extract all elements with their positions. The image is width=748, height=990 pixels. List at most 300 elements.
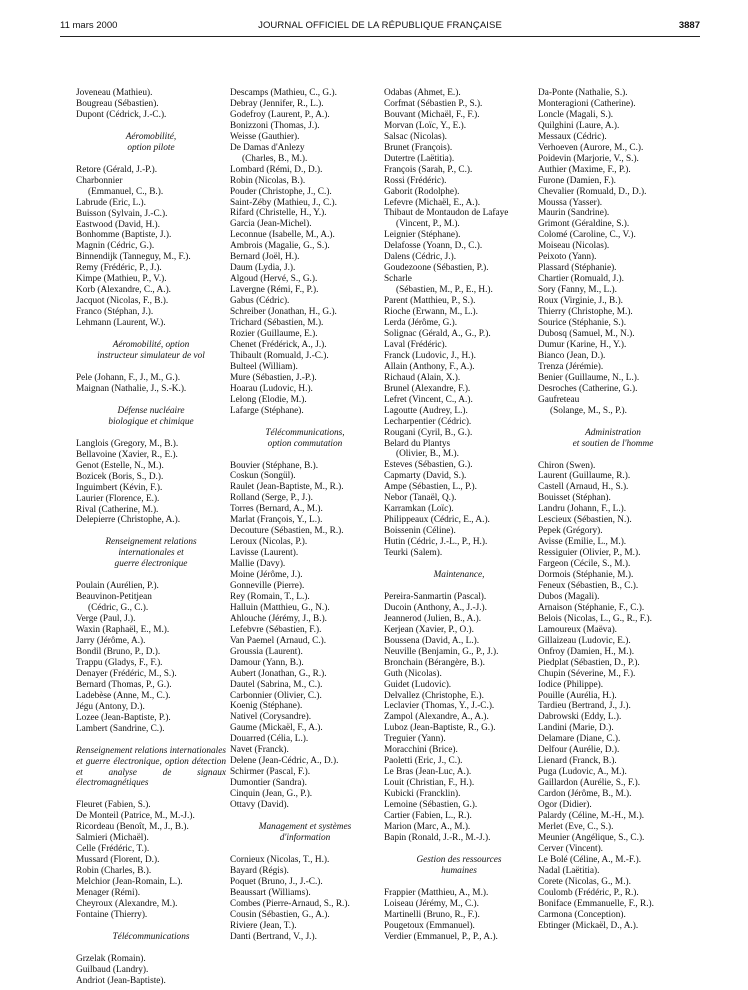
name-entry: Lecharpentier (Cédric). <box>384 416 472 427</box>
name-entry: Dutertre (Laëtitia). <box>384 153 455 164</box>
name-entry: Dubosq (Samuel, M., N.). <box>538 328 635 339</box>
section-heading: Télécommunications, <box>265 427 345 438</box>
name-entry: Paoletti (Eric, J., C.). <box>384 756 463 767</box>
name-entry: Laurier (Florence, E.). <box>76 493 160 504</box>
section-gap <box>76 395 226 406</box>
name-entry: Puga (Ludovic, A., M.). <box>538 767 627 778</box>
name-entry: Karramkan (Loïc). <box>384 504 454 515</box>
name-entry: Dumontier (Sandra). <box>230 778 307 789</box>
name-entry: Boussena (David, A., L.). <box>384 635 480 646</box>
name-entry-continuation: (Charles, B., M.). <box>242 153 308 164</box>
section-heading: internationales et <box>118 548 184 559</box>
name-entry: Poquet (Bruno, J., J.-C.). <box>230 876 323 887</box>
section-heading: Maintenance, <box>433 569 485 580</box>
section-gap <box>384 877 534 888</box>
name-entry: Guidet (Ludovic). <box>384 679 452 690</box>
name-entry: Jeannerod (Julien, B., A.). <box>384 613 482 624</box>
name-entry: Schreiber (Jonathan, H., G.). <box>230 307 337 318</box>
name-entry: Leclavier (Thomas, Y., J.-C.). <box>384 701 495 712</box>
name-entry: Decouture (Sébastien, M., R.). <box>230 526 344 537</box>
name-entry: Maignan (Nathalie, J., S.-K.). <box>76 383 187 394</box>
name-entry: Brunel (Alexandre, F.). <box>384 383 471 394</box>
name-entry: Mussard (Florent, D.). <box>76 855 160 866</box>
name-entry: Navet (Franck). <box>230 745 289 756</box>
section-gap <box>76 154 226 165</box>
name-entry: Furone (Damien, F.). <box>538 175 617 186</box>
name-entry-continuation: (Cédric, G., C.). <box>88 603 149 614</box>
name-entry: Bianco (Jean, D.). <box>538 350 606 361</box>
name-entry: Joveneau (Mathieu). <box>76 88 153 98</box>
name-entry: Debray (Jennifer, R., L.). <box>230 98 324 109</box>
name-entry: Verdier (Emmanuel, P., P., A.). <box>384 931 498 942</box>
name-entry: Lozee (Jean-Baptiste, P.). <box>76 712 171 723</box>
name-entry: Gaborit (Rodolphe). <box>384 186 460 197</box>
name-entry: Ogor (Didier). <box>538 800 592 811</box>
name-entry: Douarred (Célia, L.). <box>230 734 309 745</box>
name-entry: Kubicki (Francklin). <box>384 789 461 800</box>
name-entry: Odabas (Ahmet, E.). <box>384 88 461 98</box>
name-entry: Menager (Rémi). <box>76 888 141 899</box>
name-entry: Garcia (Jean-Michel). <box>230 219 312 230</box>
name-entry: Mallie (Davy). <box>230 559 286 570</box>
name-entry: Celle (Frédéric, T.). <box>76 844 150 855</box>
name-entry: Ottavy (David). <box>230 800 289 811</box>
name-entry: Brunet (François). <box>384 142 453 153</box>
name-entry: Delamare (Diane, C.). <box>538 734 621 745</box>
section-heading: option commutation <box>267 438 343 449</box>
name-entry: Ricordeau (Benoît, M., J., B.). <box>76 822 189 833</box>
column-1 <box>76 88 226 987</box>
name-entry: Koenig (Stéphane). <box>230 701 303 712</box>
name-entry: Gaillardon (Aurélie, S., F.). <box>538 778 641 789</box>
name-entry: Treguier (Yann). <box>384 734 446 745</box>
name-entry: Bouvier (Stéphane, B.). <box>230 460 319 471</box>
name-entry: Teurki (Salem). <box>384 548 443 559</box>
section-gap <box>76 789 226 800</box>
name-entry: Belois (Nicolas, L., G., R., F.). <box>538 613 652 624</box>
name-entry: Rossi (Frédéric). <box>384 175 447 186</box>
name-entry: Poidevin (Marjorie, V., S.). <box>538 153 639 164</box>
name-entry: Feneux (Sébastien, B., C.). <box>538 580 639 591</box>
section-gap <box>230 844 380 855</box>
section-heading: Défense nucléaire <box>117 405 185 416</box>
section-heading: instructeur simulateur de vol <box>97 351 205 362</box>
name-entry: Bulteel (William). <box>230 361 298 372</box>
name-entry: Gabus (Cédric). <box>230 296 290 307</box>
name-entry: Andriot (Jean-Baptiste). <box>76 975 166 986</box>
name-entry: Leconnue (Isabelle, M., A.). <box>230 230 335 241</box>
name-entry: Mure (Sébastien, J.-P.). <box>230 372 317 383</box>
name-entry: Binnendijk (Tanneguy, M., F.). <box>76 252 191 263</box>
name-entry-continuation: (Solange, M., S., P.). <box>550 405 627 416</box>
name-entry: Moussa (Yasser). <box>538 197 603 208</box>
name-entry: Trichard (Sébastien, M.). <box>230 318 324 329</box>
name-entry: Lerda (Jérôme, G.). <box>384 318 458 329</box>
name-entry: De Damas d'Anlezy <box>230 142 305 153</box>
name-entry: Kerjean (Xavier, P., O.). <box>384 624 474 635</box>
name-entry: Morvan (Loïc, Y., E.). <box>384 120 467 131</box>
name-entry: Ducoin (Anthony, A., J.-J.). <box>384 602 487 613</box>
name-entry: Bayard (Régis). <box>230 865 289 876</box>
name-entry: Landru (Johann, F., L.). <box>538 504 627 515</box>
name-entry: Chenet (Frédérick, A., J.). <box>230 339 327 350</box>
name-entry-continuation: (Emmanuel, C., B.). <box>88 186 164 197</box>
name-entry: Dubos (Magali). <box>538 591 600 602</box>
name-entry: Sory (Fanny, M., L.). <box>538 285 617 296</box>
name-entry: Laval (Frédéric). <box>384 339 447 350</box>
name-entry: Buisson (Sylvain, J.-C.). <box>76 208 168 219</box>
name-entry: Laurent (Guillaume, R.). <box>538 471 631 482</box>
name-entry: Carmona (Conception). <box>538 909 626 920</box>
name-entry: Langlois (Gregory, M., B.). <box>76 438 179 449</box>
name-entry: Poulain (Aurélien, P.). <box>76 581 159 592</box>
name-entry: Bondil (Bruno, P., D.). <box>76 646 161 657</box>
name-entry: Chartier (Romuald, J.). <box>538 274 624 285</box>
name-entry: Rolland (Serge, P., J.). <box>230 493 313 504</box>
name-entry: Delene (Jean-Cédric, A., D.). <box>230 756 339 767</box>
name-entry: Bapin (Ronald, J.-R., M.-J.). <box>384 832 491 843</box>
name-entry: Corfmat (Sébastien P., S.). <box>384 98 483 109</box>
name-entry: Van Paemel (Arnaud, C.). <box>230 635 327 646</box>
name-entry: Thierry (Christophe, M.). <box>538 307 633 318</box>
name-entry: Ahlouche (Jérémy, J., B.). <box>230 613 327 624</box>
name-entry: Lombard (Rémi, D., D.). <box>230 164 323 175</box>
name-entry: Bellavoine (Xavier, R., E.). <box>76 449 178 460</box>
section-heading: Renseignement relations <box>105 537 197 548</box>
name-entry: Cerver (Vincent). <box>538 843 604 854</box>
name-entry: Lescieux (Sébastien, N.). <box>538 515 632 526</box>
name-entry: Bronchain (Bérangère, B.). <box>384 657 485 668</box>
name-entry: Franco (Stéphan, J.). <box>76 307 154 318</box>
name-entry: Bernard (Joël, H.). <box>230 252 300 263</box>
name-entry: Delvallez (Christophe, E.). <box>384 690 484 701</box>
section-gap <box>76 921 226 932</box>
name-entry: Merlet (Eve, C., S.). <box>538 821 614 832</box>
name-entry: Eastwood (David, H.). <box>76 219 160 230</box>
name-entry: Salsac (Nicolas). <box>384 131 447 142</box>
header-date: 11 mars 2000 <box>60 20 118 31</box>
name-entry: Maurin (Sandrine). <box>538 208 610 219</box>
name-entry: Cartier (Fabien, L., R.). <box>384 811 472 821</box>
name-entry: Cinquin (Jean, G., P.). <box>230 789 313 800</box>
name-entry: Halluin (Matthieu, G., N.). <box>230 602 330 613</box>
name-entry: Le Bolé (Céline, A., M.-F.). <box>538 854 642 865</box>
name-entry: Richaud (Alain, X.). <box>384 372 461 383</box>
name-entry: Goudezoone (Sébastien, P.). <box>384 263 489 274</box>
page-header <box>60 20 700 34</box>
name-entry: Chevalier (Romuald, D., D.). <box>538 186 647 197</box>
name-entry: Bonhomme (Baptiste, J.). <box>76 230 172 241</box>
name-entry: Guth (Nicolas). <box>384 668 442 679</box>
name-entry: Parent (Matthieu, P., S.). <box>384 296 476 307</box>
name-entry: Landini (Marie, D.). <box>538 723 614 734</box>
name-entry: Colomé (Caroline, C., V.). <box>538 230 636 241</box>
name-entry: Raulet (Jean-Baptiste, M., R.). <box>230 482 344 493</box>
name-entry-continuation: (Sébastien, M., P., E., H.). <box>396 285 493 296</box>
name-entry: Lefret (Vincent, C., A.). <box>384 394 473 405</box>
section-gap <box>76 943 226 954</box>
name-entry: Ressiguier (Olivier, P., M.). <box>538 548 641 559</box>
name-entry: Lamoureux (Maëva). <box>538 624 617 635</box>
name-entry: Ambrois (Magalie, G., S.). <box>230 241 330 252</box>
name-entry: Loiseau (Jérémy, M., C.). <box>384 898 479 909</box>
section-gap <box>538 417 688 428</box>
name-entry: Onfroy (Damien, H., M.). <box>538 646 635 657</box>
name-entry: Iodice (Philippe). <box>538 679 604 690</box>
header-title: JOURNAL OFFICIEL DE LA RÉPUBLIQUE FRANÇAISE <box>258 20 502 31</box>
name-entry: Neuville (Benjamin, G., P., J.). <box>384 646 499 657</box>
name-entry: Genot (Estelle, N., M.). <box>76 460 164 471</box>
name-entry: Marion (Marc, A., M.). <box>384 821 471 832</box>
name-entry: Damour (Yann, B.). <box>230 657 304 668</box>
name-entry: Charbonnier <box>76 175 123 186</box>
name-entry: Nativel (Corysandre). <box>230 712 312 723</box>
name-entry: Plassard (Stéphanie). <box>538 263 617 274</box>
name-entry: Rey (Romain, T., L.). <box>230 591 310 602</box>
name-entry: Trappu (Gladys, F., F.). <box>76 657 163 668</box>
name-entry: Thibaut de Montaudon de Lafaye <box>384 208 509 219</box>
name-entry: Descamps (Mathieu, C., G.). <box>230 88 337 98</box>
name-entry: De Monteil (Patrice, M., M.-J.). <box>76 811 195 822</box>
name-entry: Desroches (Catherine, G.). <box>538 383 638 394</box>
name-entry: Chiron (Swen). <box>538 460 596 471</box>
name-entry: Korb (Alexandre, C., A.). <box>76 285 172 296</box>
name-entry: Rougani (Cyril, B., G.). <box>384 427 473 438</box>
name-entry: Esteves (Sébastien, G.). <box>384 460 473 471</box>
name-entry: Gaume (Mickaël, F., A.). <box>230 723 323 734</box>
name-entry-continuation: (Olivier, B., M.). <box>396 449 459 460</box>
name-entry: Moiseau (Nicolas). <box>538 241 610 252</box>
name-entry: Rifard (Christelle, H., Y.). <box>230 208 327 219</box>
section-heading: guerre électronique <box>114 559 188 570</box>
name-entry: Leignier (Stéphane). <box>384 230 461 241</box>
header-page-number: 3887 <box>678 20 700 31</box>
name-entry: Pougetoux (Emmanuel). <box>384 920 475 931</box>
name-entry-continuation: (Vincent, P., M.). <box>396 219 460 230</box>
name-entry: Robin (Nicolas, B.). <box>230 175 306 186</box>
name-entry: Coskun (Songül). <box>230 471 296 482</box>
name-entry: Lefevre (Michaël, E., A.). <box>384 197 481 208</box>
name-entry: Messaux (Cédric). <box>538 131 607 142</box>
name-entry: Dumur (Karine, H., Y.). <box>538 339 627 350</box>
name-entry: Verge (Paul, J.). <box>76 614 136 625</box>
section-gap <box>76 329 226 340</box>
name-entry: Fargeon (Cécile, S., M.). <box>538 559 631 570</box>
name-entry: Lambert (Sandrine, C.). <box>76 723 165 734</box>
name-entry: Daum (Lydia, J.). <box>230 263 296 274</box>
section-gap <box>230 417 380 428</box>
name-entry: Rival (Catherine, M.). <box>76 504 159 515</box>
name-entry: Lelong (Elodie, M.). <box>230 394 307 405</box>
name-entry: Godefroy (Laurent, P., A.). <box>230 109 330 120</box>
name-entry: Labrude (Eric, L.). <box>76 197 146 208</box>
section-gap <box>538 450 688 461</box>
name-entry: Carbonnier (Olivier, C.). <box>230 690 322 701</box>
name-entry: Pepek (Grégory). <box>538 526 603 537</box>
name-entry: Gonneville (Pierre). <box>230 580 305 591</box>
name-entry: Inguimbert (Kévin, F.). <box>76 482 163 493</box>
name-entry: Lavergne (Rémi, F., P.). <box>230 285 319 296</box>
column-3 <box>384 88 534 943</box>
name-entry: Tardieu (Bertrand, J., J.). <box>538 701 631 712</box>
name-entry: Peixoto (Yann). <box>538 252 597 263</box>
name-entry: Ladebèse (Anne, M., C.). <box>76 690 171 701</box>
name-entry: Leroux (Nicolas, P.). <box>230 537 308 548</box>
section-gap <box>76 526 226 537</box>
name-entry: Remy (Frédéric, P., J.). <box>76 263 162 274</box>
name-entry: Jarry (Jérôme, A.). <box>76 636 146 647</box>
header-rule <box>60 36 700 37</box>
name-entry: Lagoutte (Audrey, L.). <box>384 405 468 416</box>
name-entry: Gaufreteau <box>538 394 580 405</box>
name-entry: Dautel (Sabrina, M., C.). <box>230 679 323 690</box>
section-gap <box>76 362 226 373</box>
section-heading: d'information <box>279 832 331 843</box>
name-entry: Chupin (Séverine, M., F.). <box>538 668 636 679</box>
name-entry: Castell (Arnaud, H., S.). <box>538 482 629 493</box>
name-entry: Lehmann (Laurent, W.). <box>76 318 166 329</box>
section-heading: Gestion des ressources <box>416 854 502 865</box>
name-entry: Nadal (Laëtitia). <box>538 865 600 876</box>
name-entry: Avisse (Emilie, L., M.). <box>538 537 627 548</box>
name-entry: Combes (Pierre-Arnaud, S., R.). <box>230 898 350 909</box>
name-entry: Weisse (Gauthier). <box>230 131 300 142</box>
name-entry: Dupont (Cédrick, J.-C.). <box>76 109 167 120</box>
name-entry: Solignac (Gérald, A., G., P.). <box>384 328 491 339</box>
section-gap <box>76 735 226 746</box>
name-entry: Coulomb (Frédéric, P., R.). <box>538 887 639 898</box>
section-gap <box>230 811 380 822</box>
name-entry: Algoud (Hervé, S., G.). <box>230 274 318 285</box>
section-heading: humaines <box>441 865 477 876</box>
name-entry: Zampol (Alexandre, A., A.). <box>384 712 489 723</box>
section-gap <box>230 450 380 461</box>
name-entry: Roux (Virginie, J., B.). <box>538 296 624 307</box>
name-entry: Schirmer (Pascal, F.). <box>230 767 311 778</box>
name-entry: Lefebvre (Sébastien, F.). <box>230 624 322 635</box>
name-entry: Arnaison (Stéphanie, F., C.). <box>538 602 645 613</box>
name-entry: Belard du Plantys <box>384 438 451 449</box>
name-entry: Meunier (Angélique, S., C.). <box>538 832 645 843</box>
name-entry: Rioche (Erwann, M., L.). <box>384 307 478 318</box>
name-entry: Cousin (Sébastien, G., A.). <box>230 909 330 920</box>
name-entry: Torres (Bernard, A., M.). <box>230 504 323 515</box>
section-heading: biologique et chimique <box>108 416 194 427</box>
section-gap <box>76 570 226 581</box>
name-entry: Guilbaud (Landry). <box>76 964 149 975</box>
name-entry: Waxin (Raphaël, E., M.). <box>76 625 170 636</box>
section-gap <box>76 121 226 132</box>
name-entry: Rozier (Guillaume, E.). <box>230 328 318 339</box>
section-heading: Management et systèmes <box>258 822 352 832</box>
name-entry: Dormois (Stéphanie, M.). <box>538 570 634 581</box>
name-entry: Pele (Johann, F., J., M., G.). <box>76 372 181 383</box>
name-entry: Boissenin (Céline). <box>384 526 456 537</box>
name-entry: Grimont (Géraldine, S.). <box>538 219 630 230</box>
name-entry: Philippeaux (Cédric, E., A.). <box>384 515 490 526</box>
name-entry: Nebor (Tanaël, Q.). <box>384 493 457 504</box>
section-heading: Aéromobilité, option <box>112 340 190 351</box>
name-entry: Cardon (Jérôme, B., M.). <box>538 789 632 800</box>
name-entry: Delepierre (Christophe, A.). <box>76 515 181 526</box>
name-entry: Pouder (Christophe, J., C.). <box>230 186 332 197</box>
name-entry: Cornieux (Nicolas, T., H.). <box>230 854 330 865</box>
name-entry: Sourice (Stéphanie, S.). <box>538 318 627 329</box>
name-entry: Magnin (Cédric, G.). <box>76 241 155 252</box>
section-heading: Administration <box>585 427 641 438</box>
name-entry: Ampe (Sébastien, L., P.). <box>384 482 477 493</box>
section-heading: Télécommunications <box>112 931 190 942</box>
name-entry: Bouisset (Stéphan). <box>538 493 611 504</box>
name-entry: Bouvant (Michaël, F., F.). <box>384 109 480 120</box>
name-entry: Denayer (Frédéric, M., S.). <box>76 668 177 679</box>
name-entry: Palardy (Céline, M.-H., M.). <box>538 811 645 821</box>
section-gap <box>384 581 534 592</box>
name-entry: Delfour (Aurélie, D.). <box>538 745 620 756</box>
section-heading: Renseignement relations internationales et guerre électronique, option détection et analyse de signaux électromagnétiques <box>76 745 226 789</box>
name-entry: Lemoine (Sébastien, G.). <box>384 800 478 811</box>
name-entry: Robin (Charles, B.). <box>76 866 152 877</box>
name-entry: Beauvinon-Petitjean <box>76 592 152 603</box>
name-entry: François (Sarah, P., C.). <box>384 164 473 175</box>
name-entry: Scharle <box>384 274 412 285</box>
name-entry: Pouille (Aurélia, H.). <box>538 690 617 701</box>
name-entry: Jégu (Antony, D.). <box>76 701 145 712</box>
name-entry: Retore (Gérald, J.-P.). <box>76 164 158 175</box>
name-entry: Thibault (Romuald, J.-C.). <box>230 350 329 361</box>
name-entry: Lafarge (Stéphane). <box>230 405 304 416</box>
name-entry: Piedplat (Sébastien, D., P.). <box>538 657 640 668</box>
name-entry: Martinelli (Bruno, R., F.). <box>384 909 480 920</box>
name-entry: Riviere (Jean, T.). <box>230 920 297 931</box>
name-entry: Fontaine (Thierry). <box>76 909 148 920</box>
name-entry: Grzelak (Romain). <box>76 953 146 964</box>
name-entry: Verhoeven (Aurore, M., C.). <box>538 142 644 153</box>
name-entry: Delafosse (Yoann, D., C.). <box>384 241 483 252</box>
name-entry: Dabrowski (Eddy, L.). <box>538 712 622 723</box>
section-heading: Aéromobilité, <box>125 131 177 142</box>
name-entry: Dalens (Cédric, J.). <box>384 252 457 263</box>
name-entry: Benier (Guillaume, N., L.). <box>538 372 640 383</box>
name-entry: Bonizzoni (Thomas, J.). <box>230 120 320 131</box>
name-entry: Authier (Maxime, F., P.). <box>538 164 631 175</box>
section-heading: et soutien de l'homme <box>572 438 654 449</box>
name-entry: Le Bras (Jean-Luc, A.). <box>384 767 472 778</box>
name-entry: Bozicek (Boris, S., D.). <box>76 471 164 482</box>
name-entry: Kimpe (Mathieu, P., V.). <box>76 274 167 285</box>
name-entry: Jacquot (Nicolas, F., B.). <box>76 296 169 307</box>
name-entry: Bougreau (Sébastien). <box>76 98 159 109</box>
name-entry: Lienard (Franck, B.). <box>538 756 617 767</box>
name-entry: Marlat (François, Y., L.). <box>230 515 323 526</box>
name-entry: Da-Ponte (Nathalie, S.). <box>538 88 628 98</box>
name-entry: Moine (Jérôme, J.). <box>230 570 303 581</box>
section-gap <box>76 428 226 439</box>
name-entry: Gillaizeau (Ludovic, E.). <box>538 635 631 646</box>
name-entry: Louit (Christian, F., H.). <box>384 778 475 789</box>
name-entry: Luboz (Jean-Baptiste, R., G.). <box>384 723 496 734</box>
name-entry: Monteragioni (Catherine). <box>538 98 636 109</box>
name-entry: Aubert (Jonathan, G., R.). <box>230 668 327 679</box>
name-entry: Boniface (Emmanuelle, F., R.). <box>538 898 654 909</box>
name-entry: Beaussart (Williams). <box>230 887 311 898</box>
name-entry: Fleuret (Fabien, S.). <box>76 800 151 811</box>
name-entry: Hutin (Cédric, J.-L., P., H.). <box>384 537 488 548</box>
name-entry: Capmarty (David, S.). <box>384 471 467 482</box>
name-entry: Trenza (Jérémie). <box>538 361 604 372</box>
name-entry: Corete (Nicolas, G., M.). <box>538 876 631 887</box>
name-entry: Franck (Ludovic, J., H.). <box>384 350 476 361</box>
